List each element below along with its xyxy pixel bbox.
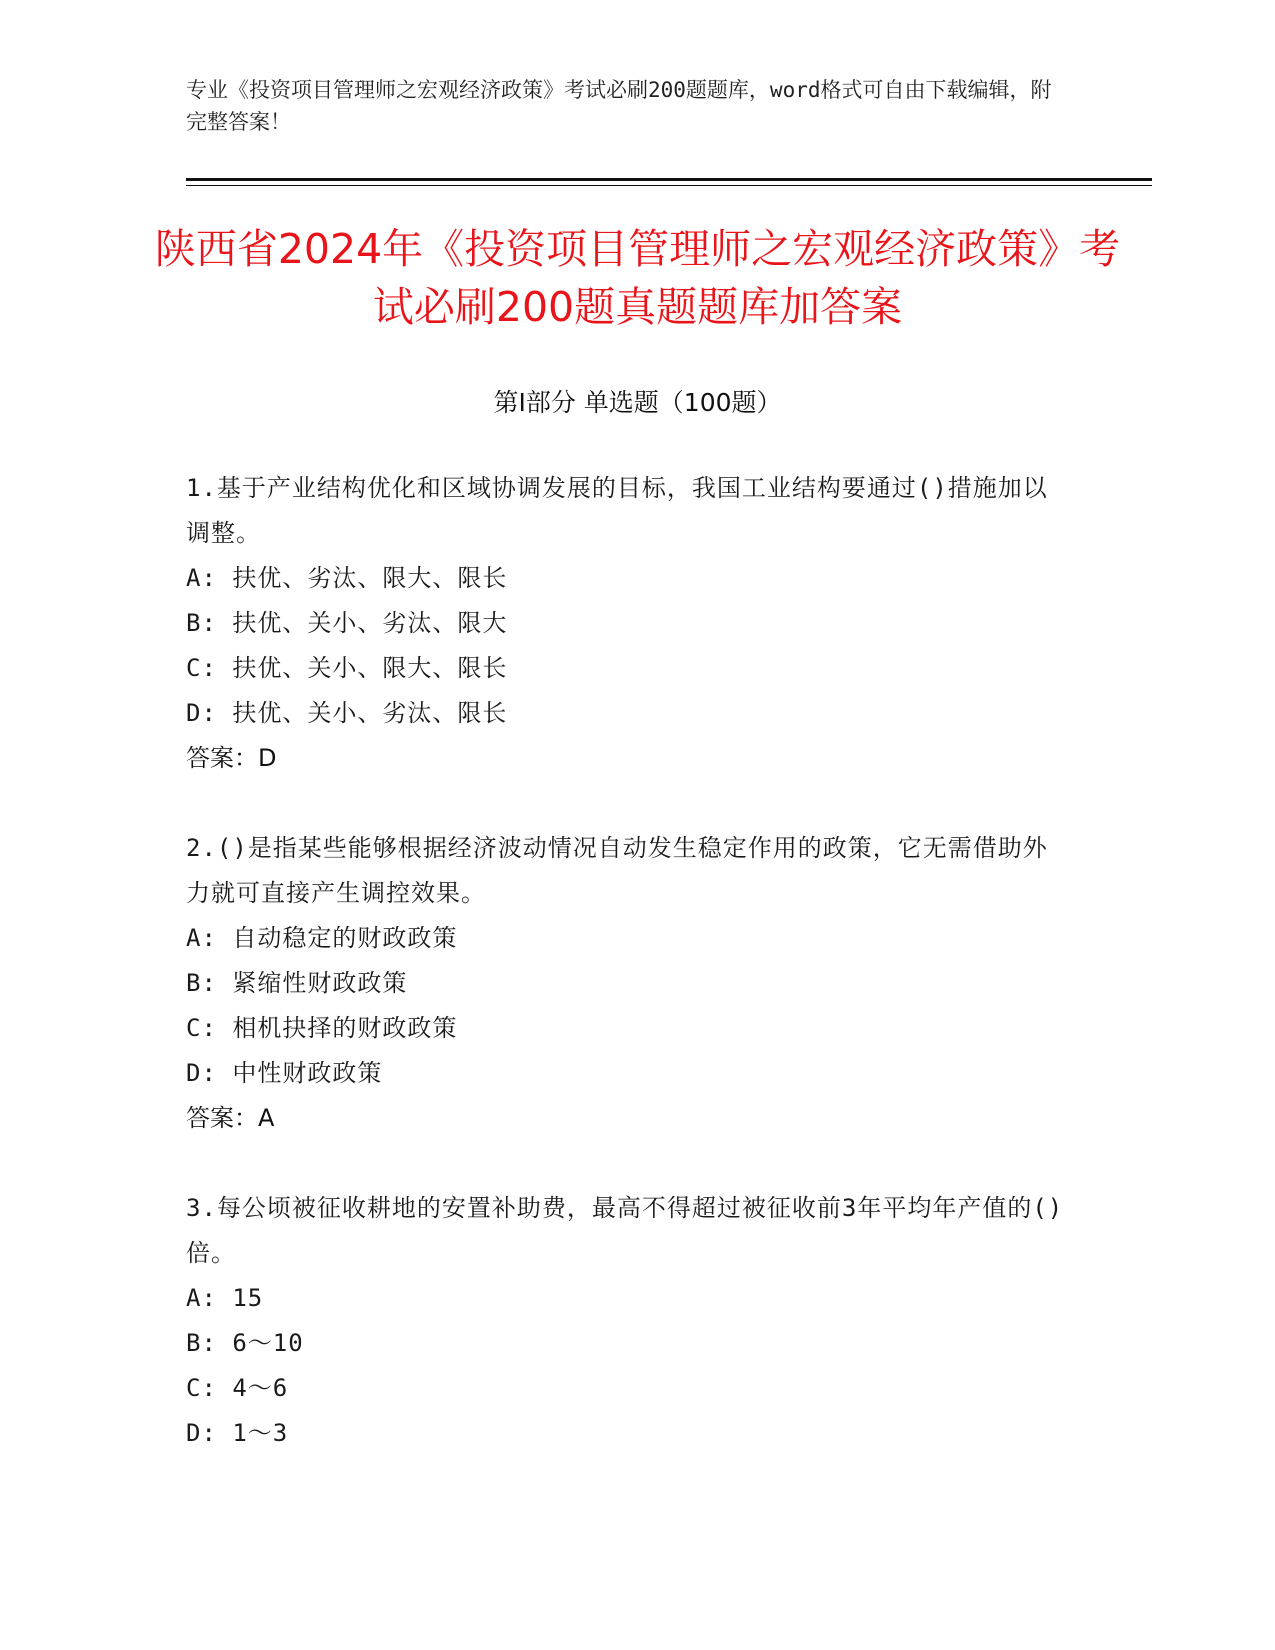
header-description: 专业《投资项目管理师之宏观经济政策》考试必刷200题题库，word格式可自由下载编辑，附完整答案！ bbox=[186, 78, 1052, 134]
question-stem: 1.基于产业结构优化和区域协调发展的目标，我国工业结构要通过()措施加以调整。 bbox=[186, 474, 1048, 547]
option-c: C: 相机抉择的财政政策 bbox=[186, 1014, 458, 1042]
option-b: B: 紧缩性财政政策 bbox=[186, 969, 408, 997]
option-d: D: 扶优、关小、劣汰、限长 bbox=[186, 699, 508, 727]
header-divider-thick bbox=[186, 178, 1152, 181]
option-c: C: 4～6 bbox=[186, 1374, 289, 1402]
question-2 bbox=[186, 826, 1066, 1141]
question-stem: 2.()是指某些能够根据经济波动情况自动发生稳定作用的政策，它无需借助外力就可直接产生调控效果。 bbox=[186, 834, 1048, 907]
question-stem: 3.每公顷被征收耕地的安置补助费，最高不得超过被征收前3年平均年产值的()倍。 bbox=[186, 1194, 1064, 1267]
document-title: 陕西省2024年《投资项目管理师之宏观经济政策》考试必刷200题真题题库加答案 bbox=[154, 225, 1121, 331]
option-a: A: 15 bbox=[186, 1284, 264, 1312]
option-c: C: 扶优、关小、限大、限长 bbox=[186, 654, 508, 682]
option-b: B: 扶优、关小、劣汰、限大 bbox=[186, 609, 508, 637]
option-a: A: 自动稳定的财政政策 bbox=[186, 924, 458, 952]
question-3 bbox=[186, 1186, 1066, 1456]
option-d: D: 中性财政政策 bbox=[186, 1059, 383, 1087]
answer-line: 答案：A bbox=[186, 1104, 275, 1132]
answer-line: 答案：D bbox=[186, 744, 277, 772]
header-divider-thin bbox=[186, 185, 1152, 186]
section-heading: 第Ⅰ部分 单选题（100题） bbox=[493, 388, 782, 417]
question-1 bbox=[186, 466, 1066, 781]
option-d: D: 1～3 bbox=[186, 1419, 289, 1447]
option-b: B: 6～10 bbox=[186, 1329, 304, 1357]
option-a: A: 扶优、劣汰、限大、限长 bbox=[186, 564, 508, 592]
